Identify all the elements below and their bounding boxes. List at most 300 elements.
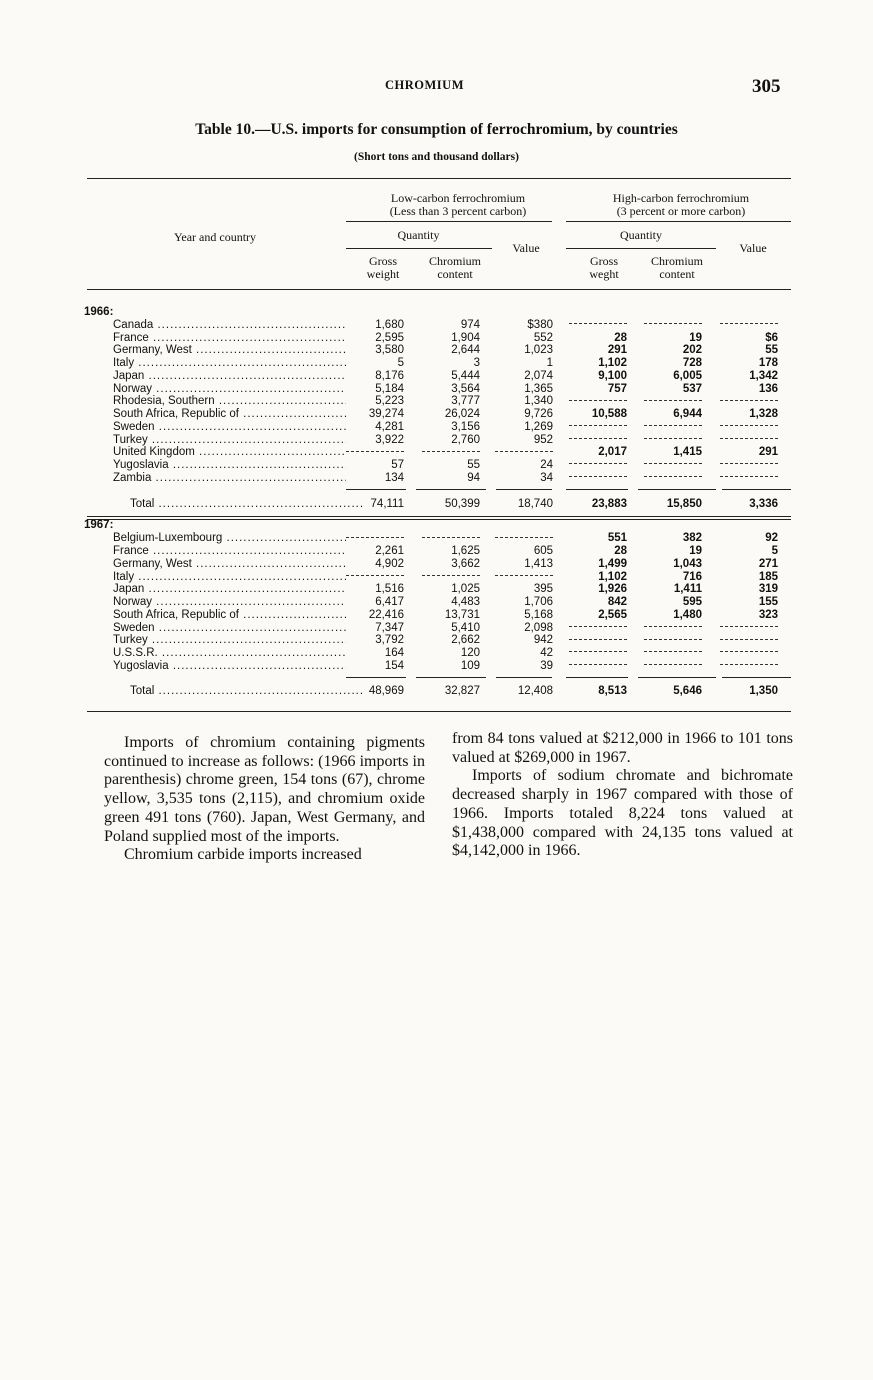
country-label: Germany, West .....	[113, 344, 346, 356]
gross-weight-low-cell: 57	[391, 459, 404, 471]
chromium-content-high-total: 15,850	[666, 497, 702, 510]
low-carbon-rule	[346, 221, 552, 222]
value-high-cell: 185	[758, 570, 778, 583]
quantity-header-high: Quantity	[620, 228, 662, 242]
gross-weight-low-line1: Gross	[368, 254, 397, 268]
gross-weight-low-cell: 7,347	[375, 621, 404, 634]
chromium-content-high-cell	[644, 472, 702, 484]
gross-weight-high-cell: 1,102	[598, 570, 627, 583]
gross-weight-low-cell: 5	[397, 357, 404, 369]
value-high-cell: $6	[765, 331, 778, 344]
chromium-content-low-cell	[422, 571, 480, 583]
gross-weight-high-cell	[569, 647, 627, 659]
empty-dash	[569, 626, 627, 627]
empty-dash	[346, 575, 404, 576]
empty-dash	[720, 476, 778, 477]
value-high-cell: 271	[758, 557, 778, 570]
table-subtitle: (Short tons and thousand dollars)	[354, 151, 519, 163]
value-low-cell: 2,074	[524, 369, 553, 382]
quantity-rule-low	[346, 248, 492, 249]
value-low-cell: 39	[540, 659, 553, 672]
chromium-content-high-total: 5,646	[673, 684, 702, 697]
year-label: 1966:	[84, 306, 114, 318]
chromium-content-high-cell	[644, 421, 702, 433]
chromium-content-high-cell: 6,944	[673, 408, 702, 420]
gross-weight-high-cell: 1,926	[598, 583, 627, 596]
chromium-content-low-cell	[422, 532, 480, 544]
value-high-cell	[720, 434, 778, 446]
value-low-cell: 34	[540, 471, 553, 484]
gross-weight-low-cell: 8,176	[375, 369, 404, 382]
chromium-content-high-cell	[644, 647, 702, 659]
gross-weight-high-cell	[569, 459, 627, 471]
empty-dash	[644, 425, 702, 426]
value-high-cell	[720, 395, 778, 407]
empty-dash	[720, 463, 778, 464]
empty-dash	[644, 626, 702, 627]
gross-weight-low-cell	[346, 446, 404, 458]
total-rule	[722, 489, 791, 490]
empty-dash	[422, 451, 480, 452]
empty-dash	[720, 626, 778, 627]
chromium-content-low-cell: 1,904	[451, 331, 480, 344]
table-row	[0, 434, 873, 447]
chromium-content-low-cell: 974	[460, 318, 480, 331]
total-label: Total .....	[130, 498, 363, 510]
chromium-content-high-cell	[644, 660, 702, 672]
table-row	[0, 634, 873, 647]
high-carbon-header	[576, 192, 786, 217]
table-row	[0, 472, 873, 485]
gross-weight-high-cell: 757	[607, 382, 627, 395]
country-label: Yugoslavia .....	[113, 459, 346, 471]
total-rule	[566, 489, 628, 490]
value-low-cell: 395	[533, 583, 553, 596]
table-row	[0, 370, 873, 383]
chromium-content-high-cell: 1,480	[673, 608, 702, 621]
gross-weight-low-total: 48,969	[368, 684, 404, 697]
value-low-cell	[495, 532, 553, 544]
value-high-cell: 291	[758, 446, 778, 459]
quantity-rule-high	[566, 248, 716, 249]
chromium-content-low-cell: 3,564	[451, 382, 480, 395]
empty-dash	[720, 639, 778, 640]
empty-dash	[422, 575, 480, 576]
chromium-content-low-cell: 4,483	[451, 596, 480, 608]
chromium-content-low-cell: 2,662	[451, 634, 480, 647]
value-high-cell: 323	[758, 608, 778, 621]
gross-weight-low-cell: 5,223	[375, 395, 404, 408]
chromium-content-low-cell: 109	[460, 659, 480, 672]
gross-weight-low-cell: 4,902	[375, 557, 404, 570]
table-row	[0, 647, 873, 660]
empty-dash	[422, 537, 480, 538]
page-number: 305	[752, 76, 781, 97]
table-row	[0, 558, 873, 571]
empty-dash	[644, 323, 702, 324]
value-high-cell	[720, 421, 778, 433]
chromium-content-high-cell: 537	[682, 382, 702, 395]
country-label: Turkey .....	[113, 434, 346, 446]
low-carbon-header	[358, 192, 558, 217]
total-rule	[496, 677, 552, 678]
gross-weight-low-cell: 1,680	[375, 318, 404, 331]
table-row	[0, 622, 873, 635]
gross-weight-low-cell: 3,922	[375, 433, 404, 446]
total-rule	[346, 677, 406, 678]
running-head	[0, 76, 873, 100]
country-label: Turkey .....	[113, 634, 346, 646]
chromium-content-low-cell: 2,760	[451, 433, 480, 446]
value-low-cell: 1,365	[524, 382, 553, 395]
paragraph-pigments: Imports of chromium containing pigments continued to increase as follows: (1966 imports in parenthesis) chrome green, 154 tons (67), chrome yellow, 3,535 tons (2,115), and chromium oxide green 491 tons (760). Japan, West Germany, and Poland supplied most of the imports.	[104, 734, 425, 845]
gross-weight-high-cell	[569, 421, 627, 433]
paragraph-carbide-start: Chromium carbide imports increased	[124, 846, 362, 864]
country-label: Rhodesia, Southern .....	[113, 395, 346, 407]
chromium-content-high-cell: 1,411	[673, 583, 702, 596]
chromium-content-high-cell: 1,415	[673, 446, 702, 459]
value-high-cell: 92	[765, 532, 778, 545]
table-row	[0, 383, 873, 396]
table-row	[0, 319, 873, 332]
table-row	[0, 660, 873, 673]
table-row	[0, 421, 873, 434]
chromium-content-high-cell	[644, 434, 702, 446]
empty-dash	[569, 476, 627, 477]
table-row	[0, 571, 873, 584]
gross-weight-high-line1: Gross	[589, 254, 618, 268]
gross-weight-high-line2: weght	[589, 266, 619, 281]
gross-weight-high-cell	[569, 622, 627, 634]
empty-dash	[644, 639, 702, 640]
value-high-cell: 178	[758, 357, 778, 369]
gross-weight-high-cell: 551	[607, 532, 627, 545]
gross-weight-low-cell: 22,416	[368, 608, 404, 621]
chromium-content-low-line1: Chromium	[428, 254, 481, 268]
value-high-cell: 1,328	[749, 408, 778, 420]
gross-weight-high-cell: 10,588	[591, 408, 627, 420]
chromium-content-high-cell: 6,005	[673, 369, 702, 382]
chromium-content-low-cell: 120	[460, 647, 480, 659]
high-carbon-rule	[566, 221, 791, 222]
gross-weight-low-header	[354, 255, 412, 280]
table-row	[0, 459, 873, 472]
value-low-cell: 952	[533, 433, 553, 446]
total-rule	[496, 489, 552, 490]
empty-dash	[569, 639, 627, 640]
value-low-cell: 1,706	[524, 596, 553, 608]
chromium-content-low-cell: 94	[467, 471, 480, 484]
body-column-right	[452, 730, 793, 861]
country-label: United Kingdom .....	[113, 446, 346, 458]
value-high-total: 3,336	[749, 497, 778, 510]
chromium-content-high-cell	[644, 319, 702, 331]
gross-weight-low-cell	[346, 532, 404, 544]
chromium-content-low-total: 32,827	[444, 684, 480, 697]
total-row	[0, 498, 873, 511]
chromium-content-low-cell: 55	[467, 459, 480, 471]
empty-dash	[569, 425, 627, 426]
value-high-cell: 55	[765, 344, 778, 357]
country-label: Italy .....	[113, 571, 346, 583]
country-label: Canada .....	[113, 319, 346, 331]
gross-weight-low-cell: 3,792	[375, 634, 404, 647]
chromium-content-low-cell: 5,410	[451, 621, 480, 634]
value-high-cell: 319	[758, 583, 778, 596]
header-bottom-rule	[87, 289, 791, 290]
total-rule	[638, 489, 716, 490]
value-low-cell: 24	[540, 459, 553, 471]
country-label: Germany, West .....	[113, 558, 346, 570]
value-low-cell: 1,269	[524, 420, 553, 433]
table-row	[0, 609, 873, 622]
empty-dash	[644, 438, 702, 439]
value-high-cell	[720, 660, 778, 672]
value-high-cell	[720, 459, 778, 471]
value-header-high: Value	[739, 241, 767, 255]
chromium-content-high-header	[638, 255, 716, 280]
chromium-content-high-cell: 202	[682, 344, 702, 357]
value-low-cell: 5,168	[524, 608, 553, 621]
chromium-content-low-cell: 1,625	[451, 545, 480, 557]
country-label: France .....	[113, 545, 346, 557]
empty-dash	[569, 664, 627, 665]
empty-dash	[569, 463, 627, 464]
total-row	[0, 685, 873, 698]
value-low-cell: 42	[540, 647, 553, 659]
value-low-cell: 605	[533, 545, 553, 557]
table-title: Table 10.—U.S. imports for consumption of ferrochromium, by countries	[195, 121, 678, 138]
total-rule	[416, 489, 486, 490]
value-high-cell	[720, 472, 778, 484]
value-high-cell: 136	[758, 382, 778, 395]
chromium-content-low-cell: 1,025	[451, 583, 480, 596]
value-low-cell: 552	[533, 331, 553, 344]
total-label: Total .....	[130, 685, 363, 697]
chromium-content-low-cell: 13,731	[444, 608, 480, 621]
gross-weight-high-cell	[569, 395, 627, 407]
paragraph-carbide-end: from 84 tons valued at $212,000 in 1966 to 101 tons valued at $269,000 in 1967.	[452, 730, 793, 766]
gross-weight-low-cell: 6,417	[375, 596, 404, 608]
chromium-content-high-cell: 19	[689, 331, 702, 344]
empty-dash	[569, 438, 627, 439]
chromium-content-low-total: 50,399	[444, 497, 480, 510]
empty-dash	[495, 537, 553, 538]
empty-dash	[644, 400, 702, 401]
country-label: Japan .....	[113, 583, 346, 595]
value-low-cell: 9,726	[524, 408, 553, 420]
empty-dash	[720, 425, 778, 426]
country-label: Italy .....	[113, 357, 346, 369]
empty-dash	[720, 438, 778, 439]
gross-weight-high-total: 23,883	[591, 497, 627, 510]
table-row	[0, 545, 873, 558]
table-row	[0, 332, 873, 345]
value-high-cell: 5	[771, 545, 778, 557]
country-label: Norway .....	[113, 596, 346, 608]
gross-weight-high-cell	[569, 319, 627, 331]
gross-weight-high-cell	[569, 634, 627, 646]
empty-dash	[644, 463, 702, 464]
table-row	[0, 532, 873, 545]
table-top-rule	[87, 178, 791, 179]
value-low-cell: 1	[546, 357, 553, 369]
empty-dash	[720, 651, 778, 652]
body-column-left	[104, 734, 425, 865]
chromium-content-high-cell	[644, 395, 702, 407]
value-low-cell: 1,023	[524, 344, 553, 357]
chromium-content-low-cell: 3,156	[451, 420, 480, 433]
low-carbon-header-line2: (Less than 3 percent carbon)	[389, 203, 527, 218]
country-label: U.S.S.R. .....	[113, 647, 346, 659]
gross-weight-low-cell	[346, 571, 404, 583]
table-row	[0, 596, 873, 609]
gross-weight-low-cell: 2,595	[375, 331, 404, 344]
empty-dash	[346, 451, 404, 452]
value-high-total: 1,350	[749, 684, 778, 697]
chromium-content-high-cell	[644, 459, 702, 471]
country-label: Japan .....	[113, 370, 346, 382]
section-double-rule	[87, 519, 791, 520]
gross-weight-high-cell: 1,499	[598, 557, 627, 570]
value-high-cell	[720, 319, 778, 331]
paragraph-sodium-chromate: Imports of sodium chromate and bichromate decreased sharply in 1967 compared with those of 1966. Imports totaled 8,224 tons valued at $1,438,000 compared with 24,135 tons valued at $4,142,000 in 1966.	[452, 767, 793, 860]
value-low-cell	[495, 446, 553, 458]
country-label: Sweden .....	[113, 622, 346, 634]
table-bottom-rule	[87, 711, 791, 712]
gross-weight-high-cell: 9,100	[598, 369, 627, 382]
gross-weight-low-cell: 4,281	[375, 420, 404, 433]
empty-dash	[720, 400, 778, 401]
chromium-content-high-line1: Chromium	[650, 254, 703, 268]
empty-dash	[720, 323, 778, 324]
value-low-cell: 1,340	[524, 395, 553, 408]
chromium-content-low-cell: 3,662	[451, 557, 480, 570]
chromium-content-high-cell: 716	[682, 570, 702, 583]
country-label: Norway .....	[113, 383, 346, 395]
chromium-content-high-cell	[644, 634, 702, 646]
empty-dash	[569, 323, 627, 324]
chromium-content-low-cell: 3	[473, 357, 480, 369]
chromium-content-low-cell: 3,777	[451, 395, 480, 408]
chromium-content-high-cell	[644, 622, 702, 634]
value-low-cell: 2,098	[524, 621, 553, 634]
total-rule	[722, 677, 791, 678]
gross-weight-low-cell: 154	[384, 659, 404, 672]
chromium-content-low-cell	[422, 446, 480, 458]
value-low-cell: $380	[527, 318, 553, 331]
chromium-content-high-cell: 728	[682, 357, 702, 369]
country-label: Sweden .....	[113, 421, 346, 433]
empty-dash	[346, 537, 404, 538]
gross-weight-low-cell: 1,516	[375, 583, 404, 596]
gross-weight-high-cell: 28	[614, 545, 627, 557]
gross-weight-high-cell: 291	[607, 344, 627, 357]
running-title: CHROMIUM	[385, 78, 464, 92]
gross-weight-high-cell: 2,017	[598, 446, 627, 459]
empty-dash	[495, 575, 553, 576]
gross-weight-high-cell: 28	[614, 331, 627, 344]
country-label: Belgium-Luxembourg .....	[113, 532, 346, 544]
table-row	[0, 408, 873, 421]
value-high-cell	[720, 622, 778, 634]
gross-weight-low-cell: 164	[384, 647, 404, 659]
empty-dash	[720, 664, 778, 665]
table-row	[0, 344, 873, 357]
gross-weight-high-cell: 1,102	[598, 357, 627, 369]
total-rule	[638, 677, 716, 678]
value-low-cell	[495, 571, 553, 583]
gross-weight-low-cell: 134	[384, 471, 404, 484]
gross-weight-high-cell	[569, 660, 627, 672]
empty-dash	[644, 651, 702, 652]
value-high-cell: 155	[758, 596, 778, 608]
table-row	[0, 583, 873, 596]
value-header-low: Value	[512, 241, 540, 255]
value-low-cell: 1,413	[524, 557, 553, 570]
chromium-content-low-cell: 26,024	[444, 408, 480, 420]
value-high-cell	[720, 647, 778, 659]
value-low-total: 12,408	[517, 684, 553, 697]
gross-weight-low-total: 74,111	[370, 497, 404, 510]
gross-weight-high-header	[574, 255, 634, 280]
high-carbon-header-line1: High-carbon ferrochromium	[612, 191, 750, 205]
total-rule	[416, 677, 486, 678]
country-label: Yugoslavia .....	[113, 660, 346, 672]
empty-dash	[569, 651, 627, 652]
chromium-content-low-line2: content	[437, 266, 473, 281]
gross-weight-low-cell: 5,184	[375, 382, 404, 395]
country-label: South Africa, Republic of .....	[113, 609, 346, 621]
high-carbon-header-line2: (3 percent or more carbon)	[616, 203, 746, 218]
gross-weight-high-cell: 842	[607, 596, 627, 608]
country-label: Zambia .....	[113, 472, 346, 484]
chromium-content-high-cell: 19	[689, 545, 702, 557]
value-high-cell	[720, 634, 778, 646]
chromium-content-low-cell: 2,644	[451, 344, 480, 357]
value-low-cell: 942	[533, 634, 553, 647]
gross-weight-high-total: 8,513	[598, 684, 627, 697]
value-high-cell: 1,342	[749, 369, 778, 382]
empty-dash	[644, 476, 702, 477]
year-label: 1967:	[84, 519, 114, 531]
stub-header: Year and country	[173, 230, 257, 244]
total-rule	[346, 489, 406, 490]
chromium-content-high-cell: 382	[682, 532, 702, 545]
empty-dash	[569, 400, 627, 401]
gross-weight-high-cell: 2,565	[598, 608, 627, 621]
low-carbon-header-line1: Low-carbon ferrochromium	[390, 191, 526, 205]
gross-weight-low-cell: 3,580	[375, 344, 404, 357]
country-label: France .....	[113, 332, 346, 344]
total-rule	[566, 677, 628, 678]
gross-weight-low-cell: 2,261	[375, 545, 404, 557]
value-low-total: 18,740	[517, 497, 553, 510]
gross-weight-high-cell	[569, 472, 627, 484]
chromium-content-high-cell: 1,043	[673, 557, 702, 570]
empty-dash	[495, 451, 553, 452]
chromium-content-high-line2: content	[659, 266, 695, 281]
country-label: South Africa, Republic of .....	[113, 408, 346, 420]
chromium-content-low-cell: 5,444	[451, 369, 480, 382]
table-row	[0, 395, 873, 408]
gross-weight-low-cell: 39,274	[368, 408, 404, 420]
chromium-content-high-cell: 595	[682, 596, 702, 608]
table-row	[0, 357, 873, 370]
gross-weight-low-line2: weight	[366, 266, 400, 281]
gross-weight-high-cell	[569, 434, 627, 446]
empty-dash	[644, 664, 702, 665]
